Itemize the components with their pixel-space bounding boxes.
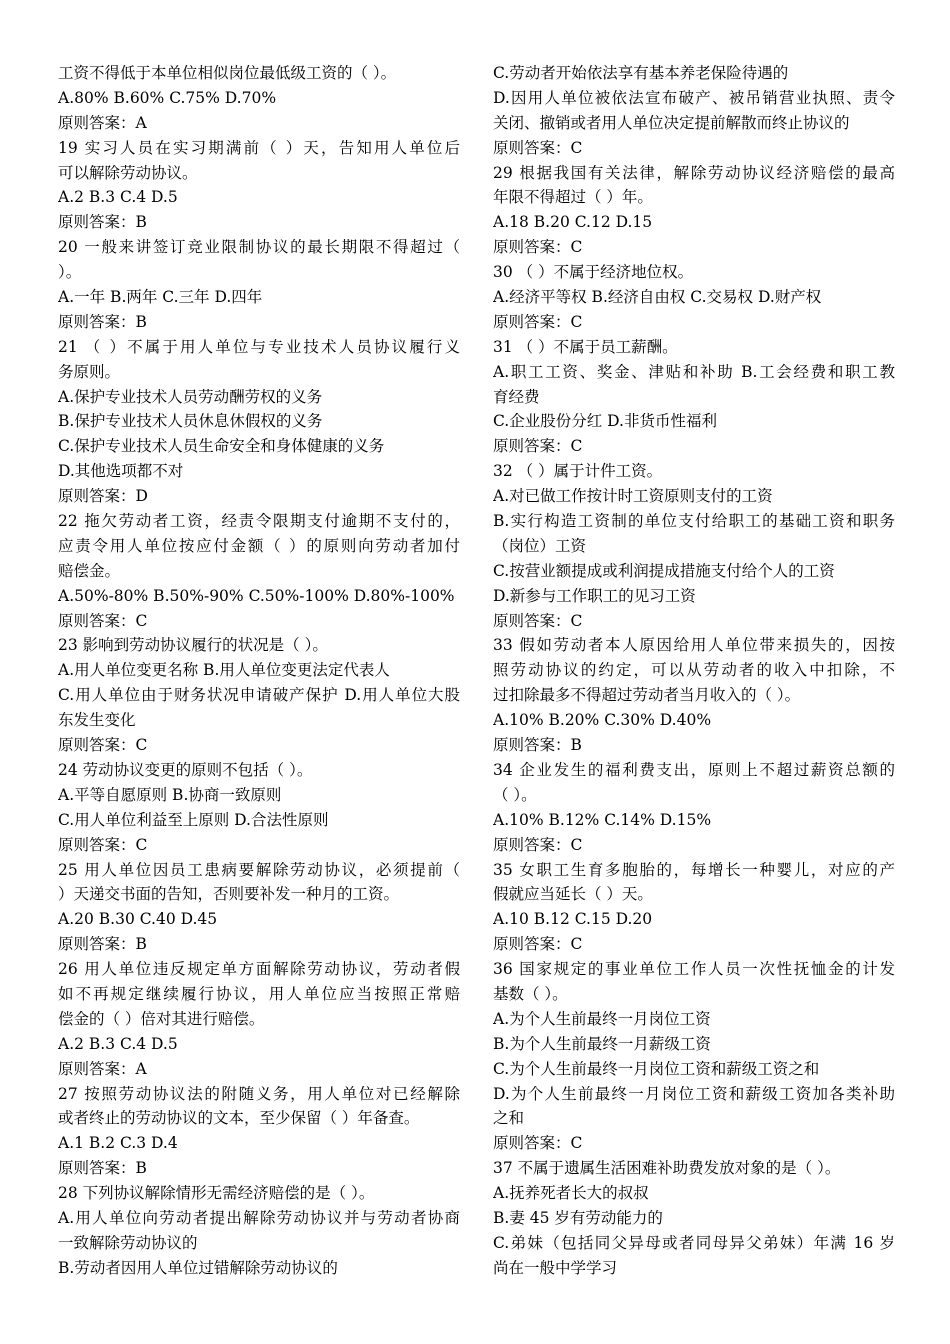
option-line: B.妻 45 岁有劳动能力的 [493, 1208, 663, 1227]
answer-line: 原则答案：C [493, 437, 583, 456]
question-line: 19 实习人员在实习期满前（ ）天，告知用人单位后 [58, 138, 460, 157]
text-line: 应责令用人单位按应付金额（ ）的原则向劳动者加付 [58, 536, 460, 555]
question-line: 23 影响到劳动协议履行的状况是（ ）。 [58, 636, 328, 655]
answer-line: 原则答案：C [493, 935, 583, 954]
question-line: 24 劳动协议变更的原则不包括（ ）。 [58, 760, 313, 779]
text-line: 东发生变化 [58, 711, 136, 730]
text-line: 赔偿金。 [58, 561, 121, 580]
option-line: C.弟妹（包括同父异母或者同母异父弟妹）年满 16 岁 [493, 1233, 895, 1252]
answer-line: 原则答案：B [58, 935, 147, 954]
answer-line: 原则答案：A [58, 1059, 147, 1078]
option-line: D.其他选项都不对 [58, 462, 184, 481]
question-line: 26 用人单位违反规定单方面解除劳动协议，劳动者假 [58, 960, 460, 979]
option-line: A.保护专业技术人员劳动酬劳权的义务 [58, 387, 323, 406]
text-line: 一致解除劳动协议的 [58, 1233, 198, 1252]
text-line: 偿金的（ ）倍对其进行赔偿。 [58, 1009, 265, 1028]
text-line: （ ）。 [493, 785, 537, 804]
option-line: A.10% B.20% C.30% D.40% [493, 711, 712, 730]
answer-line: 原则答案：B [58, 312, 147, 331]
option-line: A.2 B.3 C.4 D.5 [58, 1034, 178, 1053]
answer-line: 原则答案：B [493, 736, 582, 755]
text-line: 基数（ ）。 [493, 984, 568, 1003]
answer-line: 原则答案：C [493, 835, 583, 854]
option-line: A.1 B.2 C.3 D.4 [58, 1134, 178, 1153]
option-line: A.50%-80% B.50%-90% C.50%-100% D.80%-100% [58, 586, 455, 605]
answer-line: 原则答案：B [58, 213, 147, 232]
question-line: 33 假如劳动者本人原因给用人单位带来损失的，因按 [493, 636, 895, 655]
option-line: C.企业股份分红 D.非货币性福利 [493, 412, 717, 431]
question-line: 34 企业发生的福利费支出，原则上不超过薪资总额的 [493, 760, 895, 779]
option-line: D.新参与工作职工的见习工资 [493, 586, 696, 605]
answer-line: 原则答案：A [58, 113, 147, 132]
question-line: 36 国家规定的事业单位工作人员一次性抚恤金的计发 [493, 960, 895, 979]
left-column [58, 61, 460, 1281]
option-line: A.2 B.3 C.4 D.5 [58, 188, 178, 207]
text-line: 务原则。 [58, 362, 121, 381]
question-line: 20 一般来讲签订竞业限制协议的最长期限不得超过（ [58, 238, 460, 257]
text-line: 或者终止的劳动协议的文本，至少保留（ ）年备查。 [58, 1109, 420, 1128]
option-line: B.为个人生前最终一月薪级工资 [493, 1034, 711, 1053]
option-line: A.80% B.60% C.75% D.70% [58, 88, 277, 107]
text-line: 工资不得低于本单位相似岗位最低级工资的（ ）。 [58, 64, 397, 82]
option-line: D.为个人生前最终一月岗位工资和薪级工资加各类补助 [493, 1084, 895, 1103]
option-line: A.18 B.20 C.12 D.15 [493, 213, 653, 232]
question-line: 25 用人单位因员工患病要解除劳动协议，必须提前（ [58, 860, 460, 879]
option-line: C.按营业额提成或利润提成措施支付给个人的工资 [493, 561, 835, 580]
answer-line: 原则答案：C [493, 138, 583, 157]
answer-line: 原则答案：C [493, 238, 583, 257]
question-line: 37 不属于遗属生活困难补助费发放对象的是（ ）。 [493, 1159, 841, 1178]
option-line: C.为个人生前最终一月岗位工资和薪级工资之和 [493, 1059, 820, 1078]
option-line: A.平等自愿原则 B.协商一致原则 [58, 785, 282, 804]
answer-line: 原则答案：C [493, 312, 583, 331]
text-line: 关闭、撤销或者用人单位决定提前解散而终止协议的 [493, 113, 850, 132]
question-line: 29 根据我国有关法律，解除劳动协议经济赔偿的最高 [493, 163, 895, 182]
question-line: 21 （ ）不属于用人单位与专业技术人员协议履行义 [58, 337, 460, 356]
text-line: 尚在一般中学学习 [493, 1258, 618, 1277]
option-line: C.用人单位由于财务状况申请破产保护 D.用人单位大股 [58, 686, 460, 705]
answer-line: 原则答案：B [58, 1159, 147, 1178]
option-line: A.10 B.12 C.15 D.20 [493, 910, 653, 929]
option-line: B.实行构造工资制的单位支付给职工的基础工资和职务 [493, 512, 895, 531]
question-line: 22 拖欠劳动者工资，经责令限期支付逾期不支付的， [58, 512, 460, 531]
option-line: A.20 B.30 C.40 D.45 [58, 910, 218, 929]
option-line: A.用人单位变更名称 B.用人单位变更法定代表人 [58, 661, 390, 680]
answer-line: 原则答案：C [493, 611, 583, 630]
option-line: A.抚养死者长大的叔叔 [493, 1184, 649, 1203]
text-line: 假就应当延长（ ）天。 [493, 885, 653, 904]
question-line: 32 （ ）属于计件工资。 [493, 462, 663, 481]
option-line: A.为个人生前最终一月岗位工资 [493, 1009, 711, 1028]
answer-line: 原则答案：C [58, 835, 148, 854]
question-line: 27 按照劳动协议法的附随义务，用人单位对已经解除 [58, 1084, 460, 1103]
option-line: A.一年 B.两年 C.三年 D.四年 [58, 288, 263, 307]
option-line: A.用人单位向劳动者提出解除劳动协议并与劳动者协商 [58, 1208, 460, 1227]
text-line: 育经费 [493, 387, 540, 406]
option-line: C.保护专业技术人员生命安全和身体健康的义务 [58, 437, 385, 456]
question-line: 35 女职工生育多胞胎的，每增长一种婴儿，对应的产 [493, 860, 895, 879]
answer-line: 原则答案：D [58, 487, 148, 506]
option-line: A.经济平等权 B.经济自由权 C.交易权 D.财产权 [493, 288, 822, 307]
text-line: 之和 [493, 1109, 525, 1128]
text-line: （岗位）工资 [493, 536, 587, 555]
question-line: 30 （ ）不属于经济地位权。 [493, 263, 694, 282]
answer-line: 原则答案：C [58, 736, 148, 755]
text-line: 照劳动协议的约定，可以从劳动者的收入中扣除，不 [493, 661, 895, 680]
text-line: ）。 [58, 263, 82, 282]
text-line: 过扣除最多不得超过劳动者当月收入的（ ）。 [493, 686, 801, 705]
text-line: ）天递交书面的告知，否则要补发一种月的工资。 [58, 885, 400, 904]
option-line: A.10% B.12% C.14% D.15% [493, 810, 712, 829]
option-line: C.劳动者开始依法享有基本养老保险待遇的 [493, 64, 789, 82]
option-line: B.劳动者因用人单位过错解除劳动协议的 [58, 1258, 338, 1277]
text-line: 如不再规定继续履行协议，用人单位应当按照正常赔 [58, 984, 460, 1003]
option-line: A.对已做工作按计时工资原则支付的工资 [493, 487, 773, 506]
question-line: 31 （ ）不属于员工薪酬。 [493, 337, 678, 356]
question-line: 28 下列协议解除情形无需经济赔偿的是（ ）。 [58, 1184, 375, 1203]
option-line: D.因用人单位被依法宣布破产、被吊销营业执照、责令 [493, 88, 895, 107]
right-column [493, 61, 895, 1281]
option-line: A.职工工资、奖金、津贴和补助 B.工会经费和职工教 [493, 362, 895, 381]
text-line: 可以解除劳动协议。 [58, 163, 198, 182]
answer-line: 原则答案：C [58, 611, 148, 630]
option-line: C.用人单位利益至上原则 D.合法性原则 [58, 810, 329, 829]
option-line: B.保护专业技术人员休息休假权的义务 [58, 412, 323, 431]
text-line: 年限不得超过（ ）年。 [493, 188, 653, 207]
answer-line: 原则答案：C [493, 1134, 583, 1153]
